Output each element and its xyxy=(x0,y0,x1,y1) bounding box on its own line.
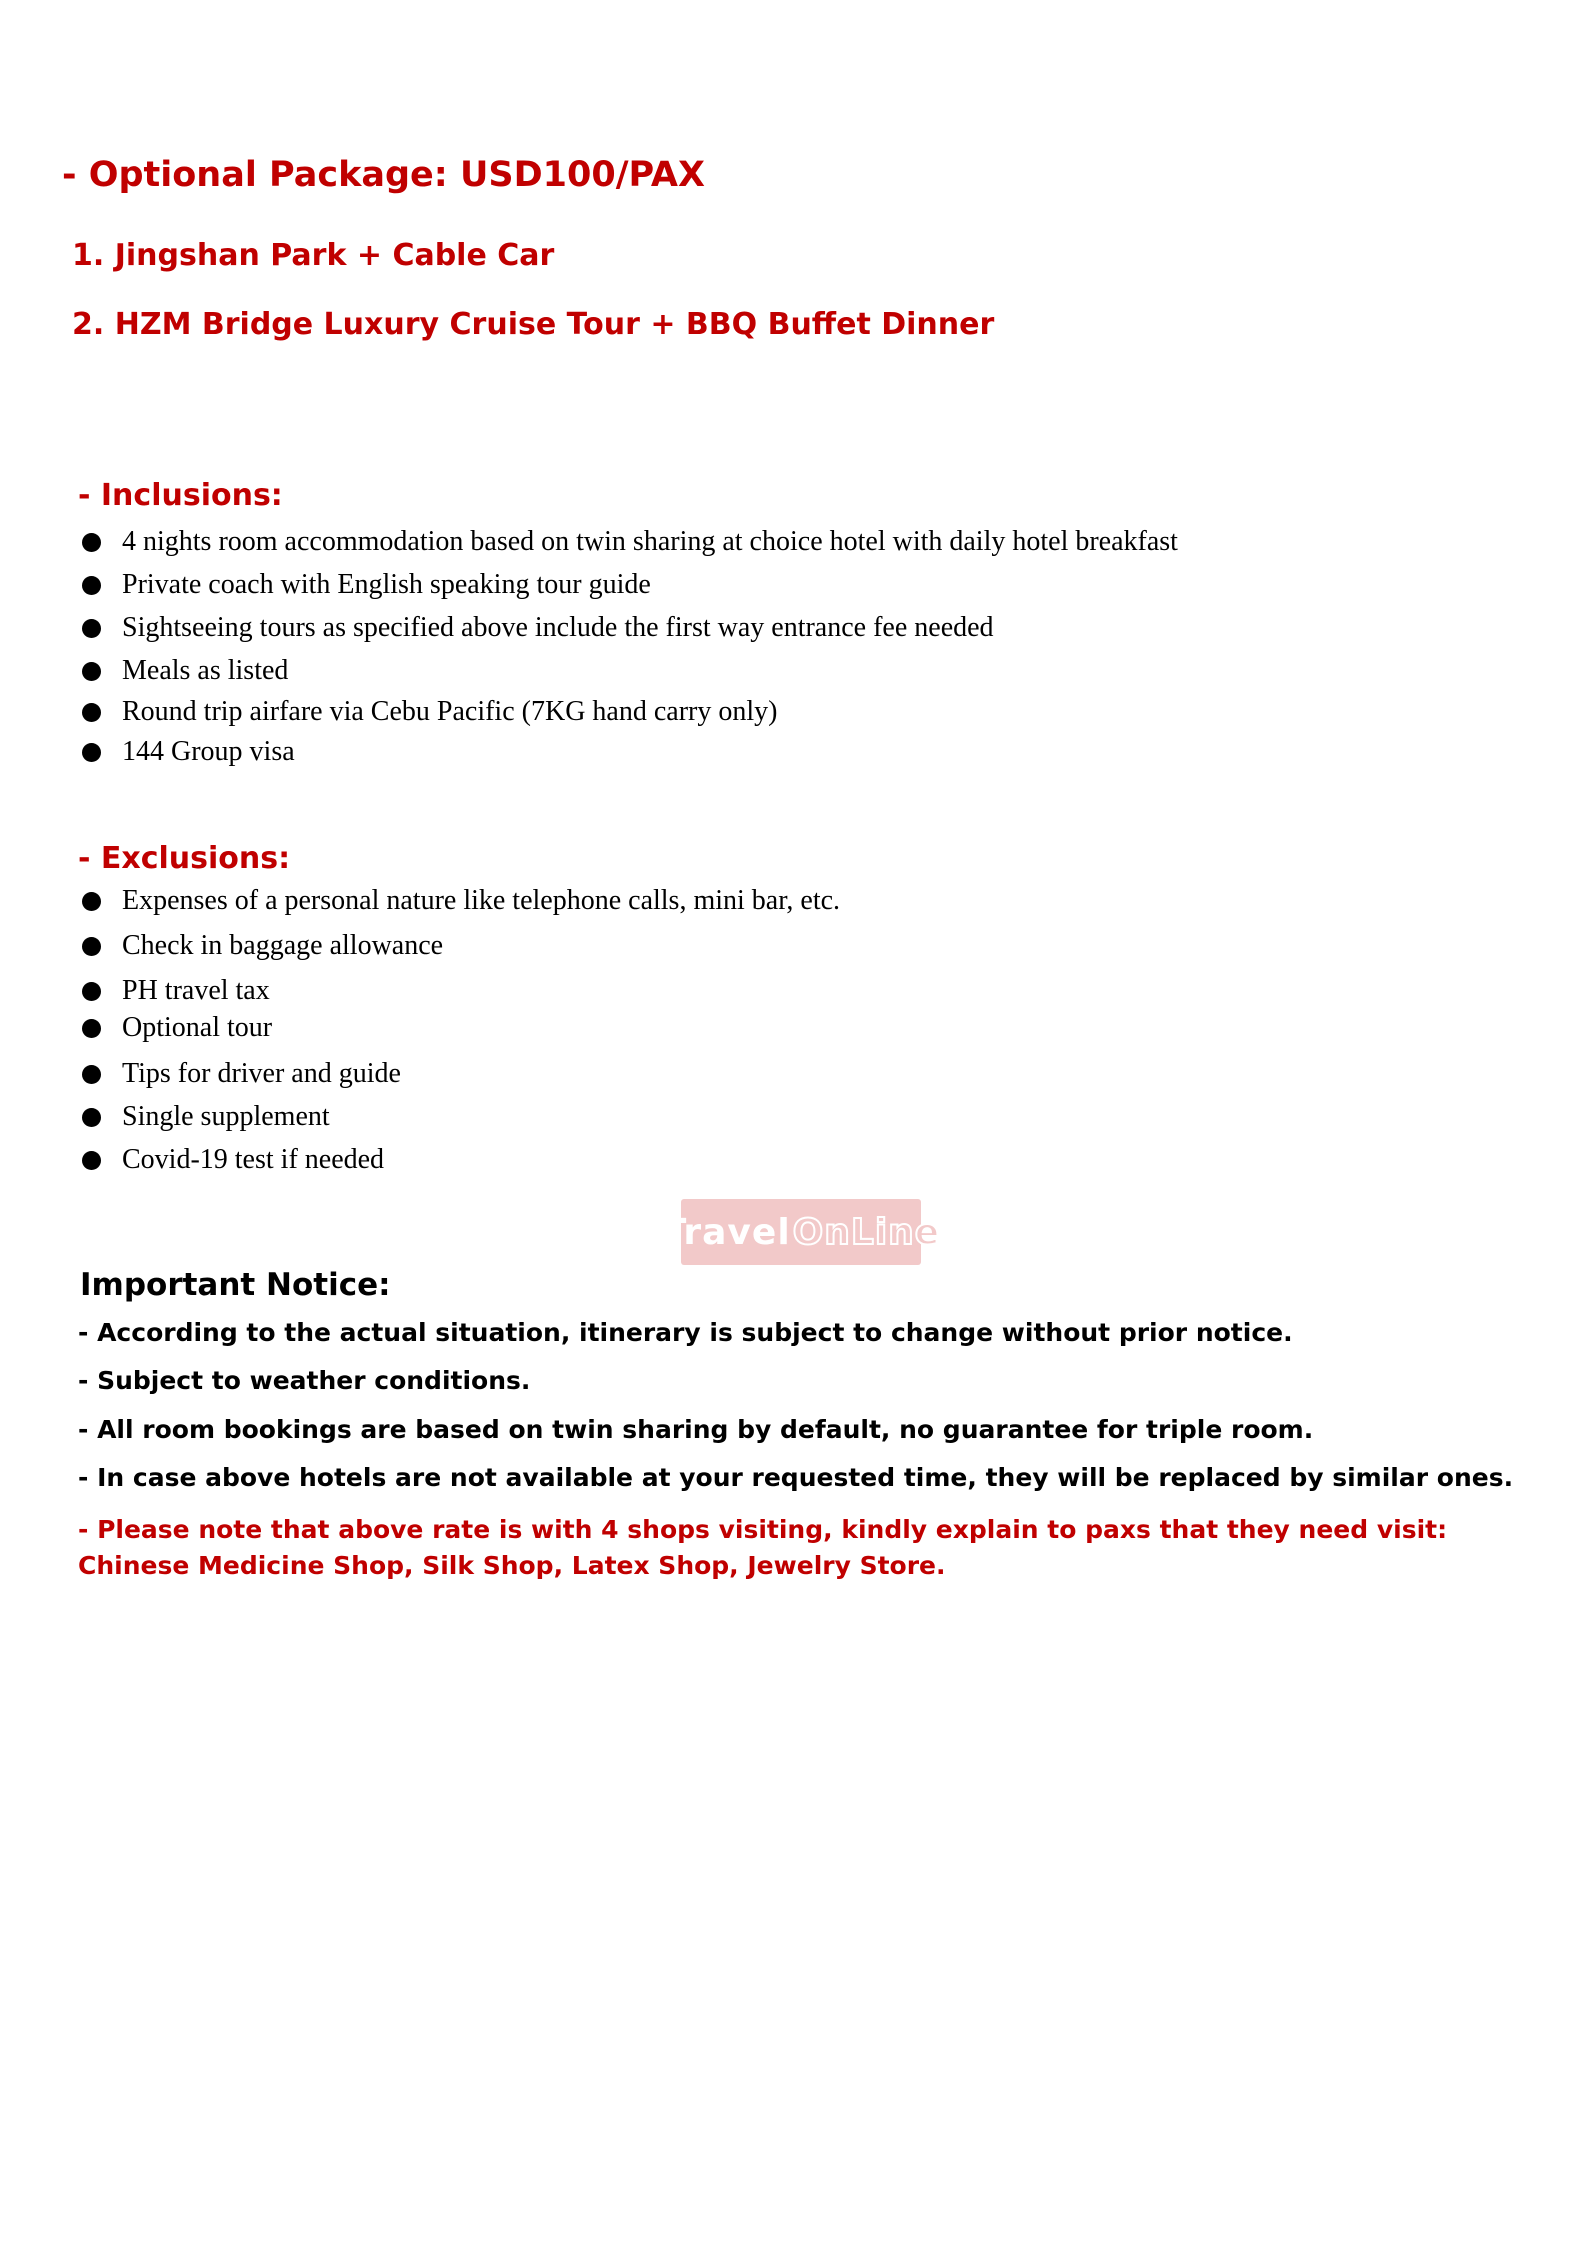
bullet-icon xyxy=(82,533,101,552)
optional-package-item-1: 1. Jingshan Park + Cable Car xyxy=(72,238,555,273)
inclusion-text: 4 nights room accommodation based on twin sharing at choice hotel with daily hotel breakfast xyxy=(122,526,1178,557)
list-item xyxy=(80,1139,840,1181)
exclusion-text: Check in baggage allowance xyxy=(122,930,444,961)
notice-line: - Subject to weather conditions. xyxy=(78,1366,531,1395)
inclusions-heading: - Inclusions: xyxy=(78,478,283,513)
bullet-icon xyxy=(82,1019,101,1038)
list-item xyxy=(80,1096,840,1139)
exclusion-text: Optional tour xyxy=(122,1012,273,1043)
optional-package-item-2: 2. HZM Bridge Luxury Cruise Tour + BBQ Buffet Dinner xyxy=(72,307,995,342)
watermark-text-online: OnLine xyxy=(792,1211,941,1253)
bullet-icon xyxy=(82,576,101,595)
bullet-icon xyxy=(82,937,101,956)
bullet-icon xyxy=(82,703,101,722)
list-item xyxy=(80,880,840,925)
inclusion-text: Round trip airfare via Cebu Pacific (7KG hand carry only) xyxy=(122,696,778,727)
list-item xyxy=(80,650,1178,691)
list-item xyxy=(80,691,1178,731)
inclusion-text: Meals as listed xyxy=(122,655,289,686)
exclusion-text: Single supplement xyxy=(122,1101,330,1132)
list-item xyxy=(80,925,840,970)
exclusion-text: Tips for driver and guide xyxy=(122,1058,401,1089)
exclusions-list xyxy=(80,880,840,1181)
list-item xyxy=(80,731,1178,773)
exclusion-text: PH travel tax xyxy=(122,975,270,1006)
watermark-text-travel: Travel xyxy=(661,1211,791,1253)
list-item xyxy=(80,521,1178,564)
bullet-icon xyxy=(82,1108,101,1127)
bullet-icon xyxy=(82,1151,101,1170)
important-notice-heading: Important Notice: xyxy=(80,1267,391,1303)
inclusion-text: Private coach with English speaking tour guide xyxy=(122,569,651,600)
bullet-icon xyxy=(82,662,101,681)
bullet-icon xyxy=(82,892,101,911)
inclusion-text: Sightseeing tours as specified above include the first way entrance fee needed xyxy=(122,612,994,643)
optional-package-title: - Optional Package: USD100/PAX xyxy=(62,155,705,195)
notice-line: - All room bookings are based on twin sharing by default, no guarantee for triple room. xyxy=(78,1415,1314,1444)
bullet-icon xyxy=(82,743,101,762)
list-item xyxy=(80,607,1178,650)
bullet-icon xyxy=(82,619,101,638)
shop-visit-note: - Please note that above rate is with 4 shops visiting, kindly explain to paxs that they need visit: Chinese Medicine Shop, Silk Shop, Latex Shop, Jewelry Store. xyxy=(78,1515,1448,1580)
list-item xyxy=(80,970,840,1007)
exclusion-text: Covid-19 test if needed xyxy=(122,1144,385,1175)
bullet-icon xyxy=(82,1065,101,1084)
list-item xyxy=(80,564,1178,607)
bullet-icon xyxy=(82,982,101,1001)
exclusion-text: Expenses of a personal nature like telephone calls, mini bar, etc. xyxy=(122,885,841,916)
notice-line: - According to the actual situation, itinerary is subject to change without prior notice. xyxy=(78,1318,1293,1347)
travelonline-watermark-logo xyxy=(661,1199,941,1265)
list-item xyxy=(80,1007,840,1053)
inclusion-text: 144 Group visa xyxy=(122,736,295,767)
list-item xyxy=(80,1053,840,1096)
inclusions-list xyxy=(80,521,1178,773)
notice-line: - In case above hotels are not available at your requested time, they will be replaced by similar ones. xyxy=(78,1463,1514,1492)
exclusions-heading: - Exclusions: xyxy=(78,841,291,876)
